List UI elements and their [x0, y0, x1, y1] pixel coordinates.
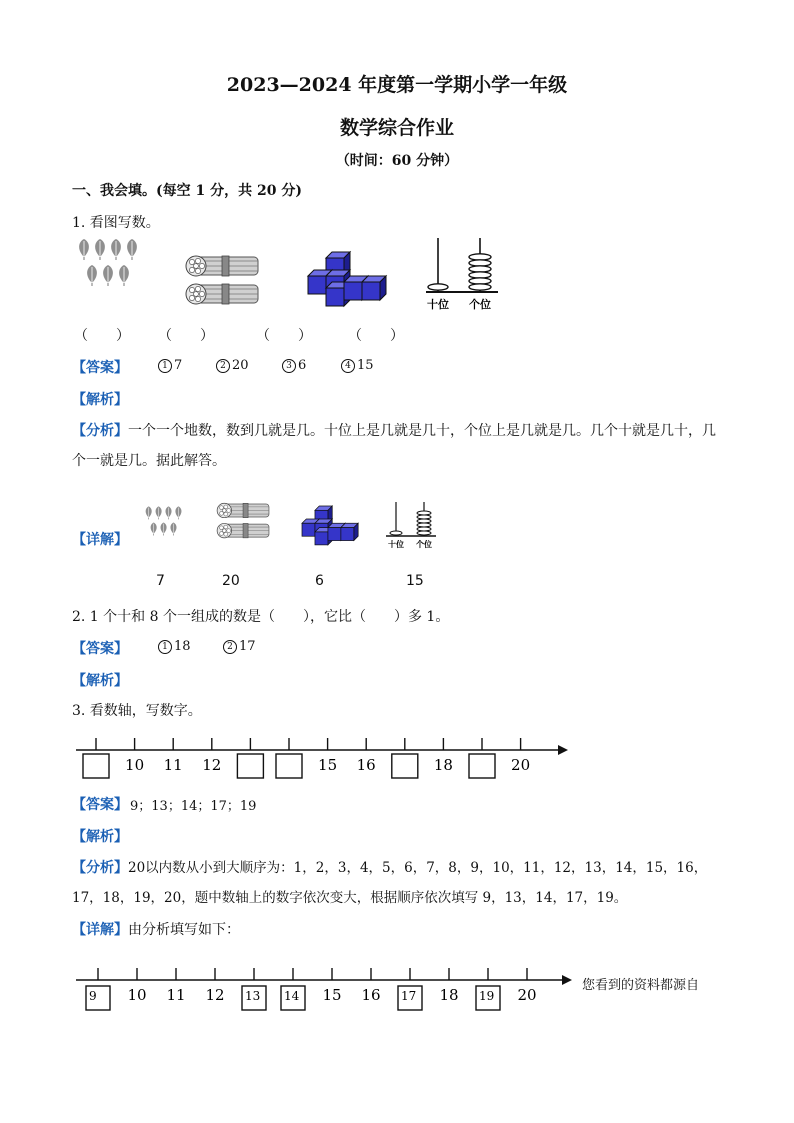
q3-answer-text: 9；13；14；17；19	[130, 799, 257, 814]
q1-figures	[70, 232, 510, 314]
q3-answer-box	[276, 754, 302, 778]
page-title: 2023—2024 年度第一学期小学一年级	[226, 74, 568, 96]
abacus-icon	[426, 238, 498, 311]
q2-analysis-tag: 【解析】	[72, 673, 128, 689]
q3-filled-label: 16	[361, 986, 381, 1004]
q3-label: 11	[163, 756, 183, 774]
abacus-label-ones: 个位	[469, 298, 491, 311]
q1-answer-4: 4 15	[341, 358, 374, 373]
section-heading: 一、我会填。(每空 1 分，共 20 分)	[72, 183, 302, 199]
q1-blank-2[interactable]: （ ）	[158, 328, 214, 344]
q3-answer-box	[469, 754, 495, 778]
q2-prompt: 2. 1 个十和 8 个一组成的数是（ ），它比（ ）多 1。	[72, 609, 450, 625]
q3-analysis-tag: 【解析】	[72, 829, 128, 845]
q2-answer-2: 2 17	[223, 639, 256, 654]
circle-1-icon: 1	[158, 359, 172, 373]
leaves-icon	[79, 239, 137, 286]
q3-answer-tag: 【答案】	[72, 797, 128, 813]
circle-1-icon: 1	[158, 640, 172, 654]
q1-answer-1: 1 7	[158, 358, 182, 373]
q3-fenxi-tag: 【分析】	[72, 860, 128, 876]
q3-answer-box	[83, 754, 109, 778]
q3-answer-box	[392, 754, 418, 778]
q1-prompt: 1. 看图写数。	[72, 215, 160, 231]
q3-label: 18	[433, 756, 453, 774]
q3-filled-label: 14	[284, 989, 300, 1003]
q3-filled-label: 13	[245, 989, 261, 1003]
q2-answer-1: 1 18	[158, 639, 191, 654]
q3-filled-label: 11	[166, 986, 186, 1004]
q3-label: 12	[202, 756, 222, 774]
q3-label: 16	[356, 756, 376, 774]
q3-filled-label: 15	[322, 986, 342, 1004]
q3-filled-label: 18	[439, 986, 459, 1004]
q3-filled-label: 12	[205, 986, 225, 1004]
q1-fenxi-text: 一个一个地数，数到几就是几。十位上是几就是几十，个位上是几就是几。几个十就是几十，几个一就是几。据此解答。	[72, 423, 716, 469]
watermark-text: 您看到的资料都源自	[582, 978, 700, 993]
abacus-label-tens: 十位	[427, 298, 449, 311]
q3-filled-label: 9	[89, 989, 97, 1003]
circle-4-icon: 4	[341, 359, 355, 373]
q1-detail-value-3: 6	[315, 573, 324, 589]
time-note: （时间：60 分钟）	[335, 153, 459, 169]
abacus-small-label-ones: 个位	[416, 540, 432, 549]
cubes-icon	[308, 252, 386, 306]
q3-prompt: 3. 看数轴，写数字。	[72, 703, 202, 719]
q1-fenxi	[72, 416, 722, 476]
q3-filled-label: 20	[517, 986, 537, 1004]
q1-blank-1[interactable]: （ ）	[74, 328, 130, 344]
q1-blank-4[interactable]: （ ）	[348, 328, 404, 344]
q1-detail-figures	[136, 500, 446, 552]
q3-filled-label: 10	[127, 986, 147, 1004]
q1-answer-2: 2 20	[216, 358, 249, 373]
q3-filled-number-line	[72, 962, 576, 1014]
q3-answer-box	[237, 754, 263, 778]
q3-label: 10	[125, 756, 145, 774]
q3-fenxi-text: 20以内数从小到大顺序为：1，2，3，4，5，6，7，8，9，10，11，12，13，14，15，16，17，18，19，20，题中数轴上的数字依次变大，根据顺序依次填写 9，13，14，17，19。	[72, 860, 708, 906]
q3-detail	[72, 920, 240, 940]
circle-2-icon: 2	[216, 359, 230, 373]
q3-filled-label: 19	[479, 989, 495, 1003]
q2-answer-tag: 【答案】	[72, 641, 128, 657]
q1-answer-3: 3 6	[282, 358, 306, 373]
circle-3-icon: 3	[282, 359, 296, 373]
q1-detail-tag: 【详解】	[72, 532, 128, 548]
q3-detail-tag: 【详解】	[72, 922, 128, 938]
q1-blank-3[interactable]: （ ）	[256, 328, 312, 344]
q1-analysis-tag: 【解析】	[72, 392, 128, 408]
page-subtitle: 数学综合作业	[339, 117, 454, 139]
q1-detail-value-1: 7	[156, 573, 165, 589]
leaves-small-icon	[146, 506, 182, 535]
circle-2-icon: 2	[223, 640, 237, 654]
q3-fenxi	[72, 853, 722, 913]
q1-detail-value-4: 15	[406, 573, 424, 589]
abacus-small-label-tens: 十位	[388, 540, 404, 549]
q3-filled-label: 17	[401, 989, 417, 1003]
stick-bundles-small-icon	[217, 503, 269, 538]
q3-number-line	[72, 732, 572, 784]
q1-detail-value-2: 20	[222, 573, 240, 589]
cubes-small-icon	[302, 506, 358, 545]
q3-label: 15	[318, 756, 338, 774]
abacus-small-icon	[386, 502, 436, 549]
q1-answer-tag: 【答案】	[72, 360, 128, 376]
q1-fenxi-tag: 【分析】	[72, 423, 128, 439]
stick-bundles-icon	[186, 256, 258, 304]
q3-detail-text: 由分析填写如下：	[128, 922, 240, 938]
q3-label: 20	[511, 756, 531, 774]
